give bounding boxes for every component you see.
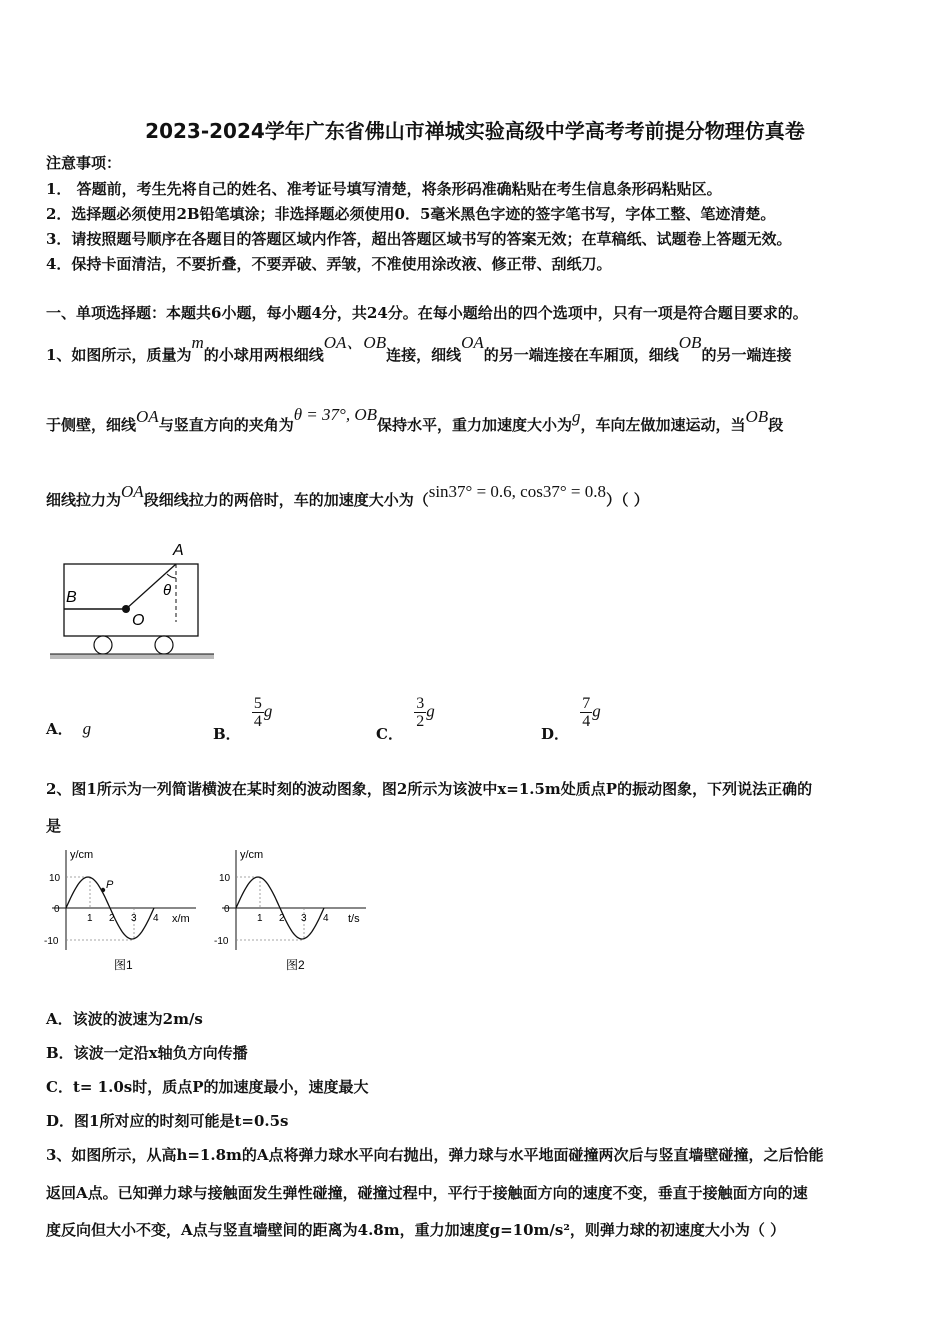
notice-item: 3．请按照题号顺序在各题目的答题区域内作答，超出答题区域书写的答案无效；在草稿纸、试题卷上答题无效。: [46, 230, 792, 248]
q3-line-2: 返回A点。已知弹力球与接触面发生弹性碰撞，碰撞过程中，平行于接触面方向的速度不变，垂直于接触面方向的速: [46, 1184, 808, 1202]
y-tick: -10: [214, 936, 229, 947]
figure-caption: 图2: [286, 958, 305, 972]
y-tick: 10: [219, 873, 231, 884]
q1-option-d: D． $\frac{7}{4}$ g: [541, 695, 601, 743]
y-tick: 0: [224, 904, 230, 915]
x-tick: 1: [257, 913, 263, 924]
figure-caption: 图1: [114, 958, 133, 972]
q3-line-1: 3、如图所示，从高h=1.8m的A点将弹力球水平向右抛出，弹力球与水平地面碰撞两次后与竖直墙壁碰撞，之后恰能: [46, 1146, 824, 1164]
q2-option-d: D．图1所对应的时刻可能是t=0.5s: [46, 1112, 289, 1130]
label-theta: θ: [163, 582, 172, 599]
label-o: O: [132, 612, 145, 629]
x-tick: 3: [301, 913, 307, 924]
q3-line-3: 度反向但大小不变，A点与竖直墙壁间的距离为4.8m，重力加速度g=10m/s²，则弹力球的初速度大小为（ ）: [46, 1221, 786, 1239]
wheel: [94, 636, 112, 654]
y-axis-label: y/cm: [70, 849, 94, 861]
x-tick: 3: [131, 913, 137, 924]
q1-option-b: B． $\frac{5}{4}$ g: [213, 695, 273, 743]
label-a: A: [173, 542, 184, 559]
ball: [122, 605, 130, 613]
q2-line-1: 2、图1所示为一列简谐横波在某时刻的波动图象，图2所示为该波中x=1.5m处质点P的振动图象，下列说法正确的: [46, 780, 813, 798]
angle-arc: [167, 574, 176, 578]
q1-line-3: 细线拉力为OA段细线拉力的两倍时，车的加速度大小为（sin37° = 0.6, cos37° = 0.8）（ ）: [46, 482, 649, 509]
point-p: [101, 888, 105, 892]
x-axis-label: x/m: [172, 913, 190, 925]
x-tick: 2: [279, 913, 285, 924]
q2-wave-figure-2: [210, 842, 375, 977]
notice-item: 2．选择题必须使用2B铅笔填涂；非选择题必须使用0．5毫米黑色字迹的签字笔书写，字体工整、笔迹清楚。: [46, 205, 776, 223]
q1-cart-figure: [46, 538, 226, 664]
x-tick: 4: [323, 913, 329, 924]
point-p-label: P: [106, 879, 114, 891]
y-tick: 10: [49, 873, 61, 884]
q1-line-1: 1、如图所示，质量为m的小球用两根细线OA、OB连接，细线OA的另一端连接在车厢顶，细线OB的另一端连接: [46, 333, 792, 364]
q1-option-a: A． g: [46, 719, 92, 738]
y-axis-label: y/cm: [240, 849, 264, 861]
notice-item: 1． 答题前，考生先将自己的姓名、准考证号填写清楚，将条形码准确粘贴在考生信息条形码粘贴区。: [46, 180, 722, 198]
section-heading: 一、单项选择题：本题共6小题，每小题4分，共24分。在每小题给出的四个选项中，只有一项是符合题目要求的。: [46, 304, 808, 322]
label-b: B: [66, 589, 77, 606]
q2-line-2: 是: [46, 817, 62, 835]
notice-item: 4．保持卡面清洁，不要折叠，不要弄破、弄皱，不准使用涂改液、修正带、刮纸刀。: [46, 255, 612, 273]
carriage-box: [64, 564, 198, 636]
ground: [50, 654, 214, 659]
y-tick: -10: [44, 936, 59, 947]
x-axis-label: t/s: [348, 913, 360, 925]
x-tick: 2: [109, 913, 115, 924]
page-title: 2023-2024学年广东省佛山市禅城实验高级中学高考考前提分物理仿真卷: [145, 119, 805, 143]
wheel: [155, 636, 173, 654]
q2-option-b: B．该波一定沿x轴负方向传播: [46, 1044, 248, 1062]
notice-heading: 注意事项：: [46, 154, 122, 172]
q2-option-a: A．该波的波速为2m/s: [46, 1010, 203, 1028]
q1-option-c: C． $\frac{3}{2}$ g: [376, 695, 435, 743]
x-tick: 4: [153, 913, 159, 924]
q2-option-c: C．t= 1.0s时，质点P的加速度最小，速度最大: [46, 1078, 369, 1096]
q1-line-2: 于侧壁，细线OA与竖直方向的夹角为θ = 37°, OB保持水平，重力加速度大小为g，车向左做加速运动，当OB段: [46, 405, 784, 434]
q2-wave-figure-1: [40, 842, 205, 977]
x-tick: 1: [87, 913, 93, 924]
y-tick: 0: [54, 904, 60, 915]
